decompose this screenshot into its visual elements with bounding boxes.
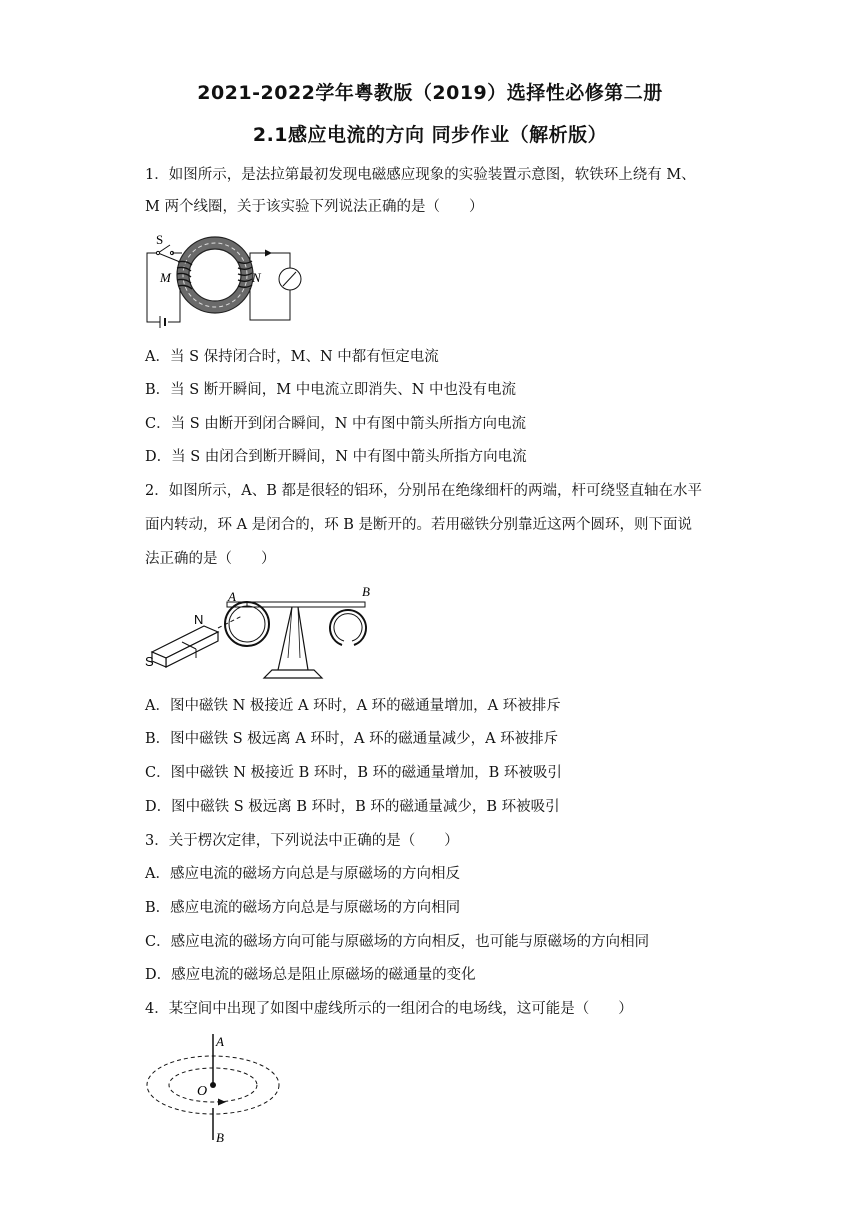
q2-figure-aluminum-rings xyxy=(142,578,387,682)
q1-switch-label: S xyxy=(156,232,164,247)
q4-stem: 4．某空间中出现了如图中虚线所示的一组闭合的电场线，这可能是（ ） xyxy=(145,1001,633,1017)
q1-figure-ring-circuit xyxy=(142,228,312,330)
q4-figure-field-lines xyxy=(142,1030,287,1150)
q2-pole-n-label: N xyxy=(194,612,204,627)
document-title-line-2: 2.1感应电流的方向 同步作业（解析版） xyxy=(252,124,608,146)
q2-stem-line-3: 法正确的是（ ） xyxy=(145,551,276,567)
q4-point-a-label: A xyxy=(216,1034,224,1049)
q2-option-c: C．图中磁铁 N 极接近 B 环时，B 环的磁通量增加，B 环被吸引 xyxy=(145,765,562,781)
q4-point-o-label: O xyxy=(197,1084,208,1099)
q1-coil-n-label: N xyxy=(252,270,261,285)
q2-ring-b-label: B xyxy=(362,584,370,599)
q1-option-b: B．当 S 断开瞬间，M 中电流立即消失、N 中也没有电流 xyxy=(145,382,517,398)
q2-stem-line-2: 面内转动，环 A 是闭合的，环 B 是断开的。若用磁铁分别靠近这两个圆环，则下面说 xyxy=(145,517,693,533)
q1-stem-line-1: 1．如图所示，是法拉第最初发现电磁感应现象的实验装置示意图，软铁环上绕有 M、 xyxy=(145,167,696,183)
q4-point-b-label: B xyxy=(216,1130,224,1145)
q2-option-d: D．图中磁铁 S 极远离 B 环时，B 环的磁通量减少，B 环被吸引 xyxy=(145,799,560,815)
q1-option-a: A．当 S 保持闭合时，M、N 中都有恒定电流 xyxy=(145,349,439,365)
q3-option-b: B．感应电流的磁场方向总是与原磁场的方向相同 xyxy=(145,900,461,916)
q3-option-a: A．感应电流的磁场方向总是与原磁场的方向相反 xyxy=(145,866,460,882)
q1-option-c: C．当 S 由断开到闭合瞬间，N 中有图中箭头所指方向电流 xyxy=(145,416,527,432)
q1-stem-line-2: M 两个线圈，关于该实验下列说法正确的是（ ） xyxy=(145,199,484,215)
q3-stem: 3．关于楞次定律，下列说法中正确的是（ ） xyxy=(145,833,459,849)
q1-coil-m-label: M xyxy=(160,270,171,285)
q2-stem-line-1: 2．如图所示，A、B 都是很轻的铝环，分别吊在绝缘细杆的两端，杆可绕竖直轴在水平 xyxy=(145,483,702,499)
q2-option-a: A．图中磁铁 N 极接近 A 环时，A 环的磁通量增加，A 环被排斥 xyxy=(145,698,561,714)
q2-option-b: B．图中磁铁 S 极远离 A 环时，A 环的磁通量减少，A 环被排斥 xyxy=(145,731,559,747)
q3-option-d: D．感应电流的磁场总是阻止原磁场的磁通量的变化 xyxy=(145,967,476,983)
q1-option-d: D．当 S 由闭合到断开瞬间，N 中有图中箭头所指方向电流 xyxy=(145,449,527,465)
q3-option-c: C．感应电流的磁场方向可能与原磁场的方向相反，也可能与原磁场的方向相同 xyxy=(145,934,650,950)
q2-pole-s-label: S xyxy=(145,654,154,669)
document-title-line-1: 2021-2022学年粤教版（2019）选择性必修第二册 xyxy=(197,82,663,104)
q2-ring-a-label: A xyxy=(228,589,236,604)
